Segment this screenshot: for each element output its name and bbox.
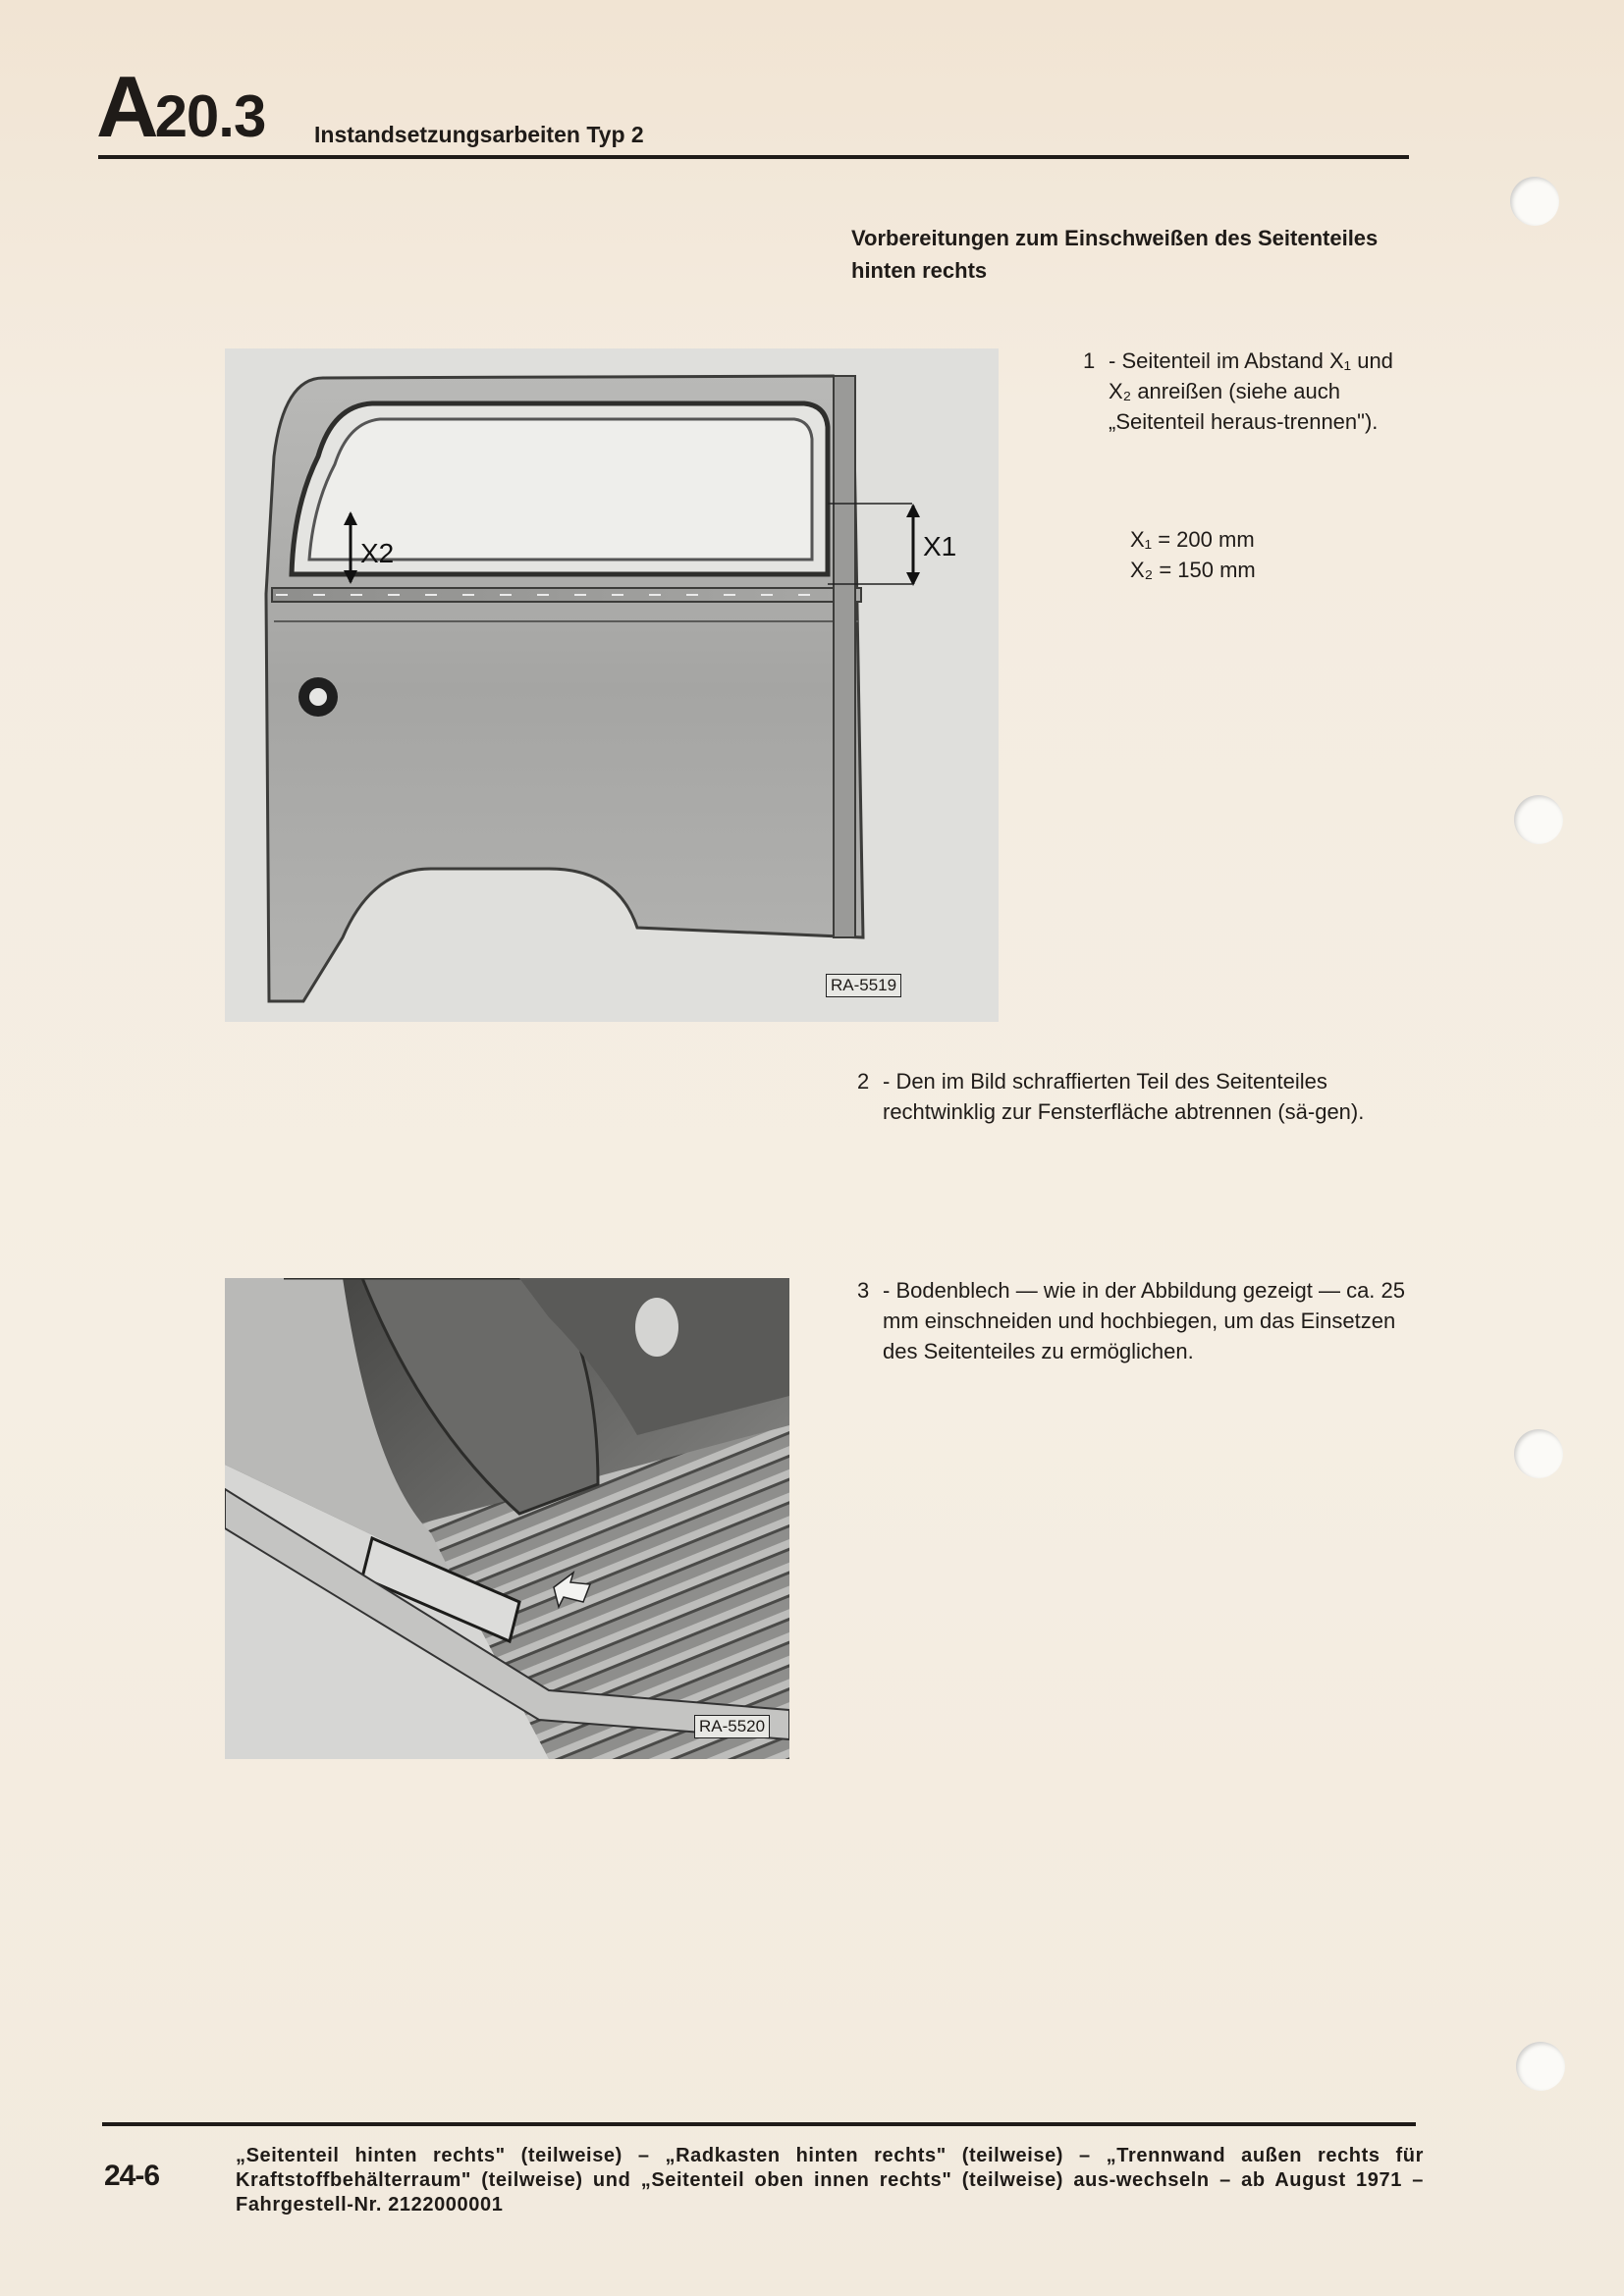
step-text: - Bodenblech — wie in der Abbildung gezeigt — ca. 25 mm einschneiden und hochbiegen, um das Einsetzen des Seitenteiles zu ermöglichen. bbox=[883, 1278, 1405, 1363]
punch-hole bbox=[1516, 2042, 1565, 2091]
floor-panel-illustration bbox=[225, 1278, 789, 1759]
measurement-x2: X₂ = 150 mm bbox=[1130, 558, 1256, 582]
measurements bbox=[1130, 524, 1256, 585]
step-number: 2 bbox=[857, 1069, 870, 1094]
punch-hole bbox=[1514, 1429, 1563, 1478]
figure-label: RA-5519 bbox=[826, 974, 901, 997]
section-code-letter: A bbox=[96, 58, 155, 155]
x2-marker-label: X2 bbox=[360, 538, 395, 568]
x1-marker-label: X1 bbox=[923, 531, 957, 561]
measurement-x1: X₁ = 200 mm bbox=[1130, 527, 1255, 552]
side-panel-figure bbox=[225, 348, 999, 1022]
floor-panel-figure bbox=[225, 1278, 789, 1759]
page-number: 24-6 bbox=[104, 2160, 160, 2192]
footer-text: „Seitenteil hinten rechts" (teilweise) – „Radkasten hinten rechts" (teilweise) – „Trennwand außen rechts für Kraftstoffbehälterraum" (teilweise) und „Seitenteil oben innen rechts" (teilweise) aus-wechseln – ab August 1971 – Fahrgestell-Nr. 2122000001 bbox=[236, 2145, 1424, 2216]
step-1 bbox=[1083, 346, 1417, 473]
header-rule bbox=[98, 155, 1409, 159]
figure-label: RA-5520 bbox=[694, 1715, 770, 1738]
footer-rule bbox=[102, 2122, 1416, 2126]
step-2 bbox=[857, 1066, 1412, 1164]
side-panel-illustration bbox=[225, 348, 999, 1022]
section-code-number: 20.3 bbox=[154, 83, 266, 149]
step-number: 1 bbox=[1083, 348, 1096, 373]
step-3 bbox=[857, 1275, 1412, 1373]
page-subtitle: Instandsetzungsarbeiten Typ 2 bbox=[314, 122, 644, 147]
step-text: - Den im Bild schraffierten Teil des Seitenteiles rechtwinklig zur Fensterfläche abtrennen (sä-gen). bbox=[883, 1069, 1365, 1124]
section-code bbox=[96, 57, 266, 155]
step-number: 3 bbox=[857, 1278, 870, 1303]
step-text: - Seitenteil im Abstand X₁ und X₂ anreißen (siehe auch „Seitenteil heraus-trennen"). bbox=[1109, 348, 1393, 434]
punch-hole bbox=[1510, 177, 1559, 226]
section-title: Vorbereitungen zum Einschweißen des Seitenteiles hinten rechts bbox=[851, 226, 1379, 283]
punch-hole bbox=[1514, 795, 1563, 844]
